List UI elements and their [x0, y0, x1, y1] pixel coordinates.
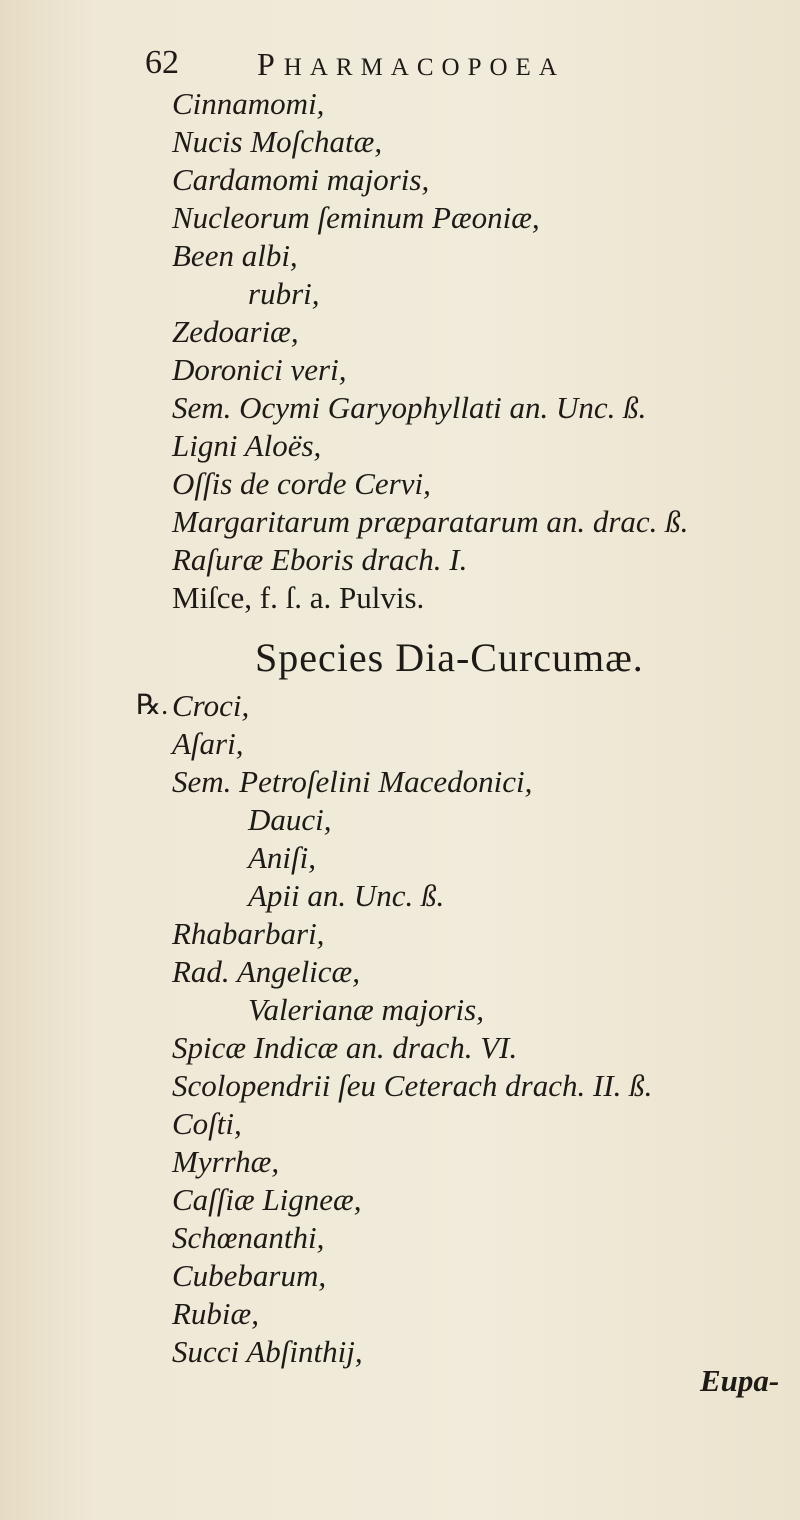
ingredient-line: rubri, [248, 276, 320, 311]
ingredient-line: Nucleorum ſeminum Pæoniæ, [172, 200, 540, 235]
ingredient-line: Rad. Angelicæ, [172, 954, 360, 989]
ingredient-line: Sem. Petroſelini Macedonici, [172, 764, 533, 799]
ingredient-line: Valerianæ majoris, [248, 992, 484, 1027]
ingredient-line: Aniſi, [248, 840, 317, 875]
ingredient-line: Spicæ Indicæ an. drach. VI. [172, 1030, 518, 1065]
ingredient-line: Succi Abſinthij, [172, 1334, 363, 1369]
ingredient-line: Rhabarbari, [172, 916, 325, 951]
section-heading: Species Dia-Curcumæ. [255, 635, 644, 680]
ingredient-line: Caſſiæ Ligneæ, [172, 1182, 362, 1217]
ingredient-line: Ligni Aloës, [172, 428, 322, 463]
ingredient-line: Cubebarum, [172, 1258, 327, 1293]
ingredient-line: Croci, [172, 688, 250, 723]
ingredient-line: Rubiæ, [172, 1296, 259, 1331]
page-number: 62 [145, 44, 179, 81]
ingredient-line: Cardamomi majoris, [172, 162, 430, 197]
ingredient-line: Doronici veri, [172, 352, 347, 387]
ingredient-line: Cinnamomi, [172, 86, 325, 121]
ingredient-line: Margaritarum præparatarum an. drac. ß. [172, 504, 689, 539]
ingredient-line: Raſuræ Eboris drach. I. [172, 542, 468, 577]
ingredient-line: Apii an. Unc. ß. [248, 878, 445, 913]
ingredient-line: Sem. Ocymi Garyophyllati an. Unc. ß. [172, 390, 647, 425]
running-head-rest: HARMACOPOEA [283, 54, 565, 81]
instruction-line: Miſce, f. ſ. a. Pulvis. [172, 580, 425, 615]
catchword: Eupa- [700, 1363, 780, 1398]
ingredient-line: Aſari, [172, 726, 244, 761]
running-head [257, 46, 565, 83]
ingredient-line: Schœnanthi, [172, 1220, 325, 1255]
ingredient-line: Dauci, [248, 802, 332, 837]
ingredient-line: Zedoariæ, [172, 314, 299, 349]
running-head-initial: P [257, 46, 284, 82]
ingredient-line: Myrrhæ, [172, 1144, 280, 1179]
recipe-symbol: ℞. [136, 690, 169, 721]
ingredient-line: Scolopendrii ſeu Ceterach drach. II. ß. [172, 1068, 653, 1103]
ingredient-line: Coſti, [172, 1106, 242, 1141]
ingredient-line: Oſſis de corde Cervi, [172, 466, 431, 501]
ingredient-line: Been albi, [172, 238, 298, 273]
ingredient-line: Nucis Moſchatæ, [172, 124, 383, 159]
